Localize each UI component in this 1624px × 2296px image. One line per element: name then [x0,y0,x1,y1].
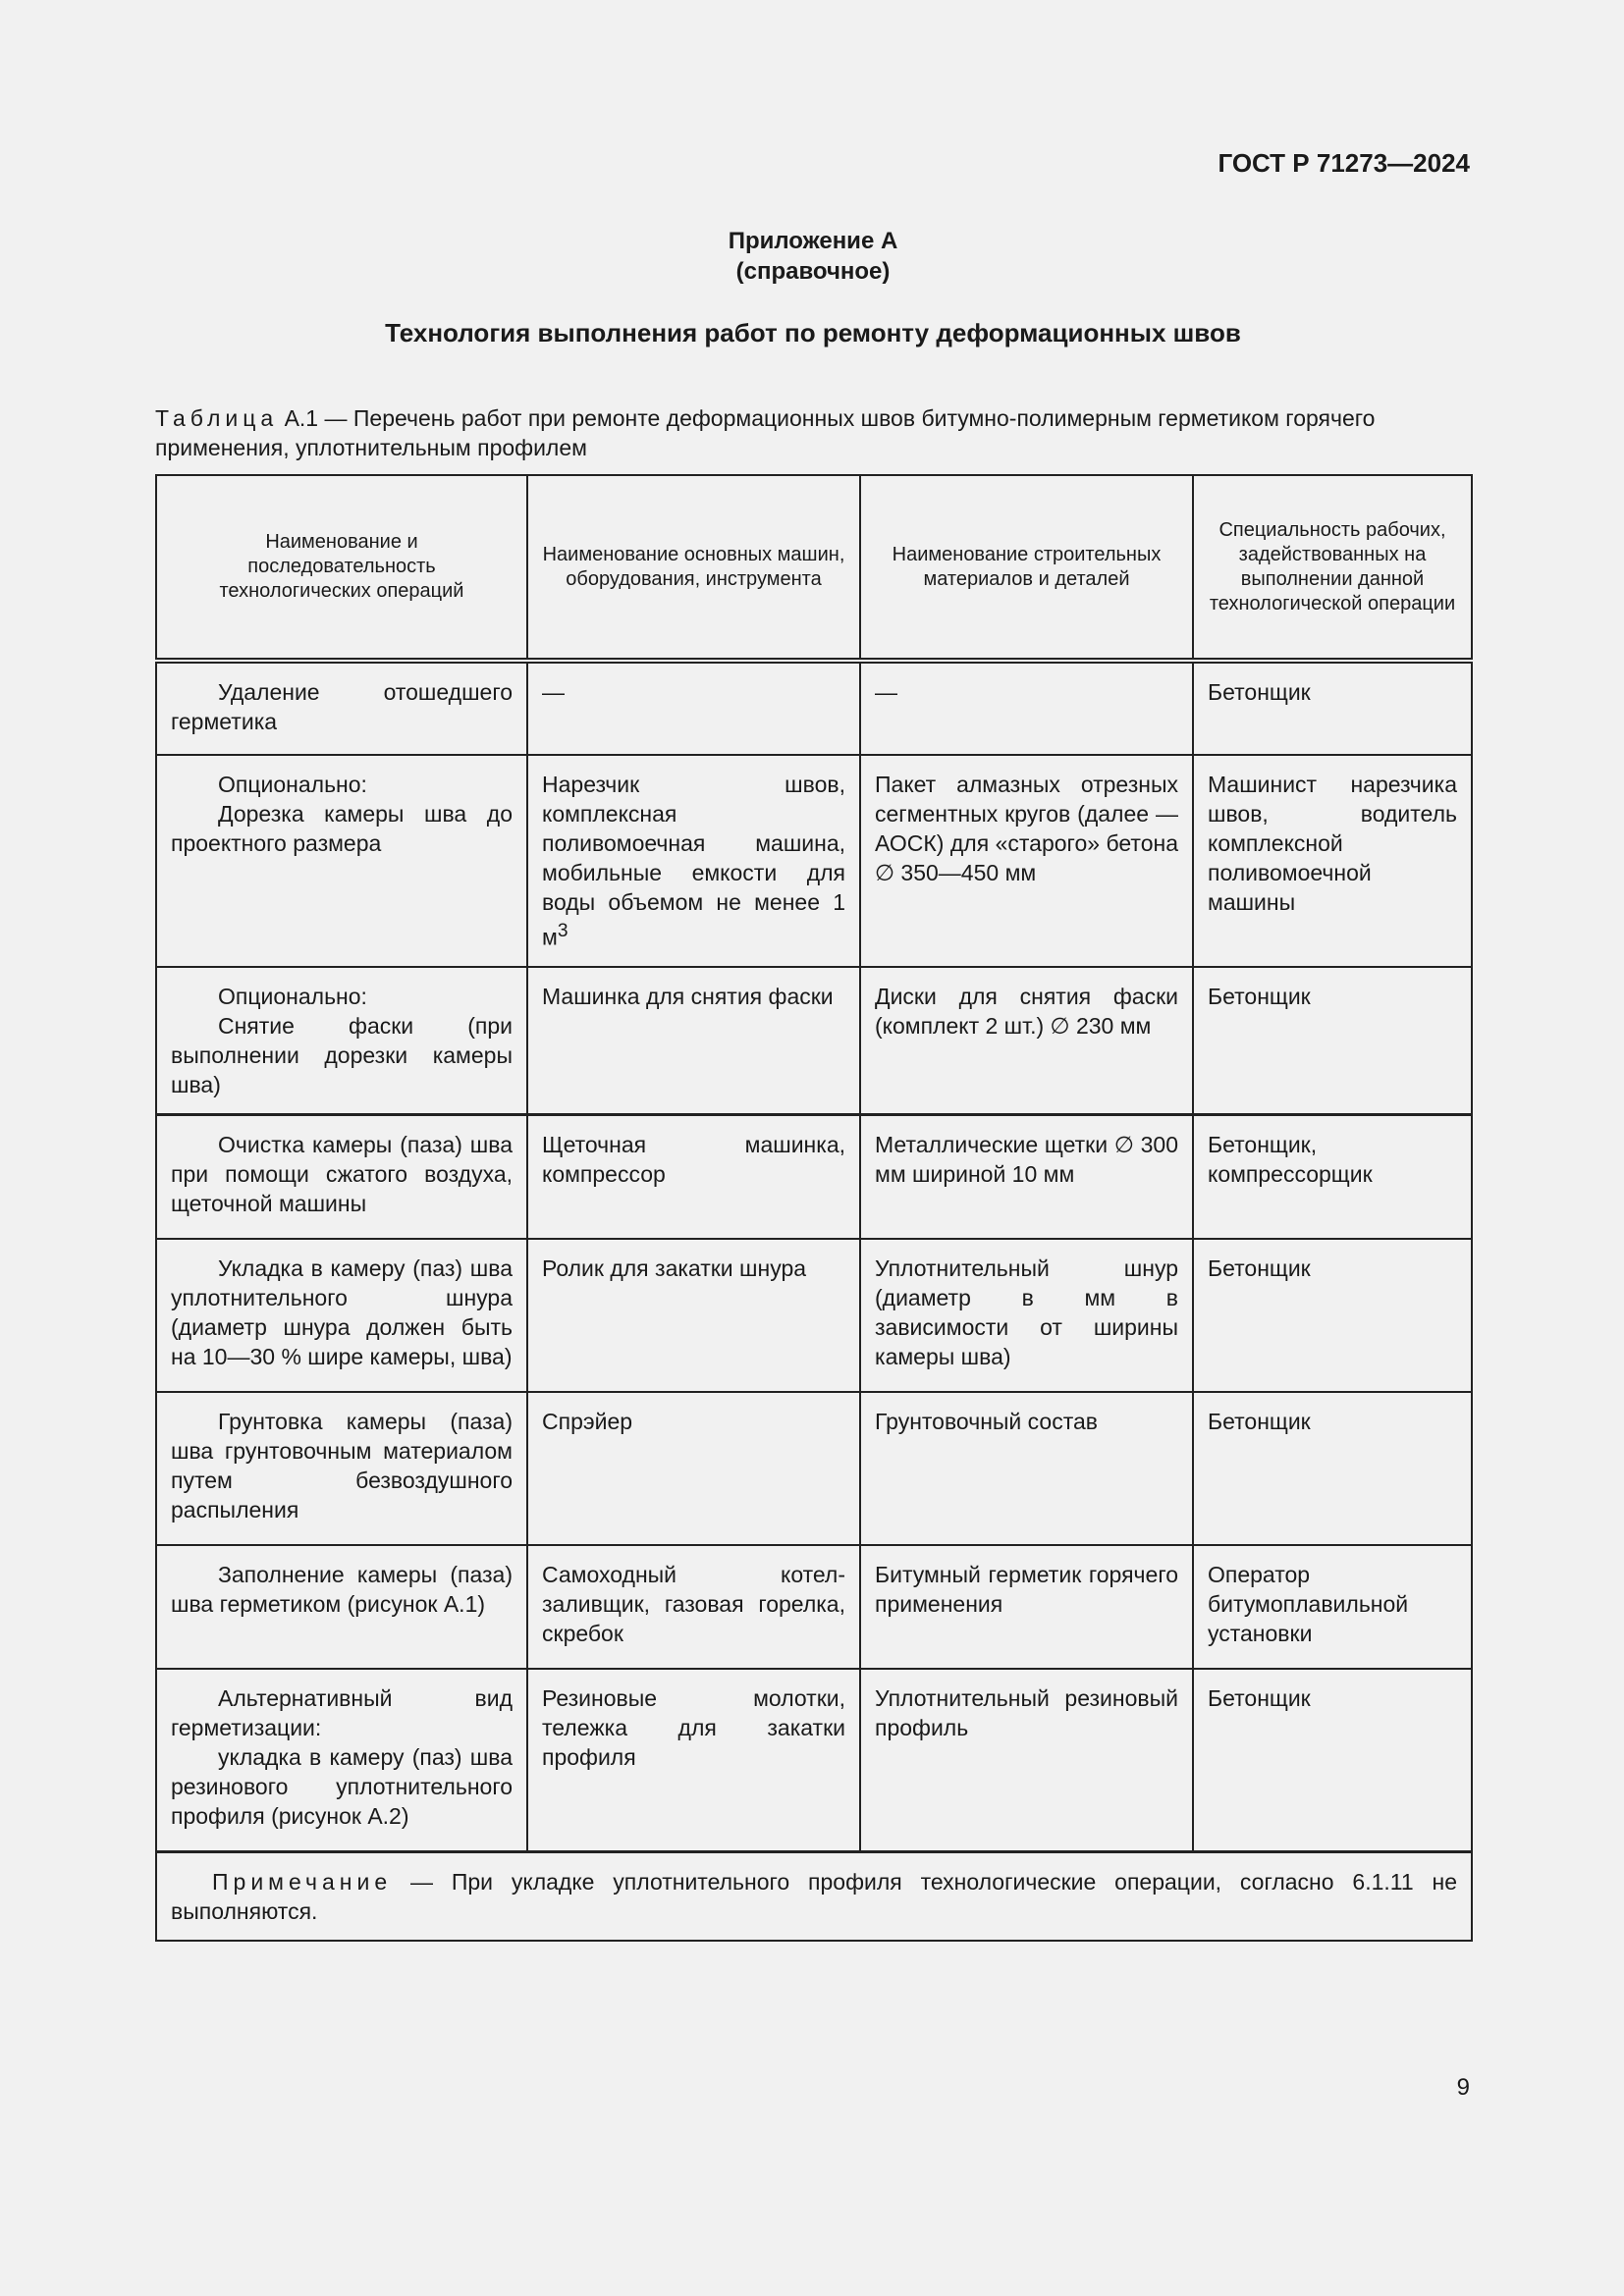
note-text: — При укладке уплотнительного профиля технологические операции, согласно 6.1.11 не выполняются. [171,1868,1457,1924]
table-row [156,755,1472,967]
operation-text: Укладка в камеру (паз) шва уплотнительного шнура (диаметр шнура должен быть на 10—30 % шире камеры, шва) [171,1255,513,1369]
operation-text: Очистка камеры (паза) шва при помощи сжатого воздуха, щеточной машины [171,1131,513,1216]
operation-cell [156,1545,527,1669]
header-workers: Специальность рабочих, задействованных на выполнении данной технологической операции [1193,475,1472,661]
materials-cell: Битумный герметик горячего применения [860,1545,1193,1669]
materials-cell: Грунтовочный состав [860,1392,1193,1545]
section-title: Технология выполнения работ по ремонту деформационных швов [385,318,1241,347]
table-caption [155,403,1471,462]
workers-cell: Бетонщик [1193,1239,1472,1392]
table-row [156,661,1472,755]
table-row [156,1114,1472,1239]
workers-cell: Бетонщик [1193,1669,1472,1852]
operation-cell [156,1669,527,1852]
table-row [156,1669,1472,1852]
machines-cell: Спрэйер [527,1392,860,1545]
materials-cell: Уплотнительный шнур (диаметр в мм в зависимости от ширины камеры шва) [860,1239,1193,1392]
materials-cell: Диски для снятия фаски (комплект 2 шт.) ∅ 230 мм [860,967,1193,1115]
table-caption-label: Таблица [155,405,279,431]
table-row [156,967,1472,1115]
table-row [156,1392,1472,1545]
operation-text: Альтернативный вид герметизации: [171,1684,513,1740]
appendix-heading [155,226,1471,287]
table-note [156,1851,1472,1941]
workers-cell: Бетонщик [1193,661,1472,755]
table-caption-text: А.1 — Перечень работ при ремонте деформационных швов битумно-полимерным герметиком горячего применения, уплотнительным профилем [155,405,1376,460]
operation-cell [156,967,527,1115]
operation-text: Заполнение камеры (паза) шва герметиком (рисунок А.1) [171,1561,513,1617]
operation-text: укладка в камеру (паз) шва резинового уплотнительного профиля (рисунок А.2) [171,1743,513,1829]
operation-cell [156,1114,527,1239]
operation-text: Снятие фаски (при выполнении дорезки камеры шва) [171,1012,513,1097]
machines-cell: Самоходный котел-заливщик, газовая горелка, скребок [527,1545,860,1669]
operation-text: Грунтовка камеры (паза) шва грунтовочным материалом путем безвоздушного распыления [171,1408,513,1522]
operations-table [155,474,1473,1942]
workers-cell: Бетонщик [1193,1392,1472,1545]
operation-text: Удаление отошедшего герметика [171,679,513,734]
operation-cell [156,755,527,967]
table-note-row [156,1851,1472,1941]
operation-cell [156,1239,527,1392]
machines-cell: Ролик для закатки шнура [527,1239,860,1392]
operation-text: Опционально: [218,983,367,1009]
materials-cell: Пакет алмазных отрезных сегментных кругов (далее — АОСК) для «старого» бетона ∅ 350—450 мм [860,755,1193,967]
operation-cell [156,661,527,755]
header-machines: Наименование основных машин, оборудования, инструмента [527,475,860,661]
appendix-title: Приложение А [728,228,898,254]
materials-cell: Уплотнительный резиновый профиль [860,1669,1193,1852]
operation-cell [156,1392,527,1545]
materials-cell: Металлические щетки ∅ 300 мм шириной 10 мм [860,1114,1193,1239]
machines-cell: Щеточная машинка, компрессор [527,1114,860,1239]
machines-text: Нарезчик швов, комплексная поливомоечная машина, мобильные емкости для воды объемом не менее 1 м [542,772,845,950]
header-materials: Наименование строительных материалов и деталей [860,475,1193,661]
machines-cell [527,755,860,967]
table-row [156,1239,1472,1392]
workers-cell: Бетонщик, компрессорщик [1193,1114,1472,1239]
superscript: 3 [557,921,568,941]
note-label: Примечание [212,1868,393,1895]
workers-cell: Машинист нарезчика швов, водитель комплексной поливомоечной машины [1193,755,1472,967]
workers-cell: Оператор битумоплавильной установки [1193,1545,1472,1669]
table-header-row [156,475,1472,661]
materials-cell: — [860,661,1193,755]
machines-cell: Машинка для снятия фаски [527,967,860,1115]
page-number: 9 [1456,2074,1470,2101]
workers-cell: Бетонщик [1193,967,1472,1115]
appendix-subtitle: (справочное) [735,258,891,285]
header-operations: Наименование и последовательность технологических операций [156,475,527,661]
operation-text: Опционально: [218,772,367,797]
table-row [156,1545,1472,1669]
machines-cell: — [527,661,860,755]
operation-text: Дорезка камеры шва до проектного размера [171,801,513,856]
document-standard-number: ГОСТ Р 71273—2024 [1218,148,1470,178]
machines-cell: Резиновые молотки, тележка для закатки профиля [527,1669,860,1852]
